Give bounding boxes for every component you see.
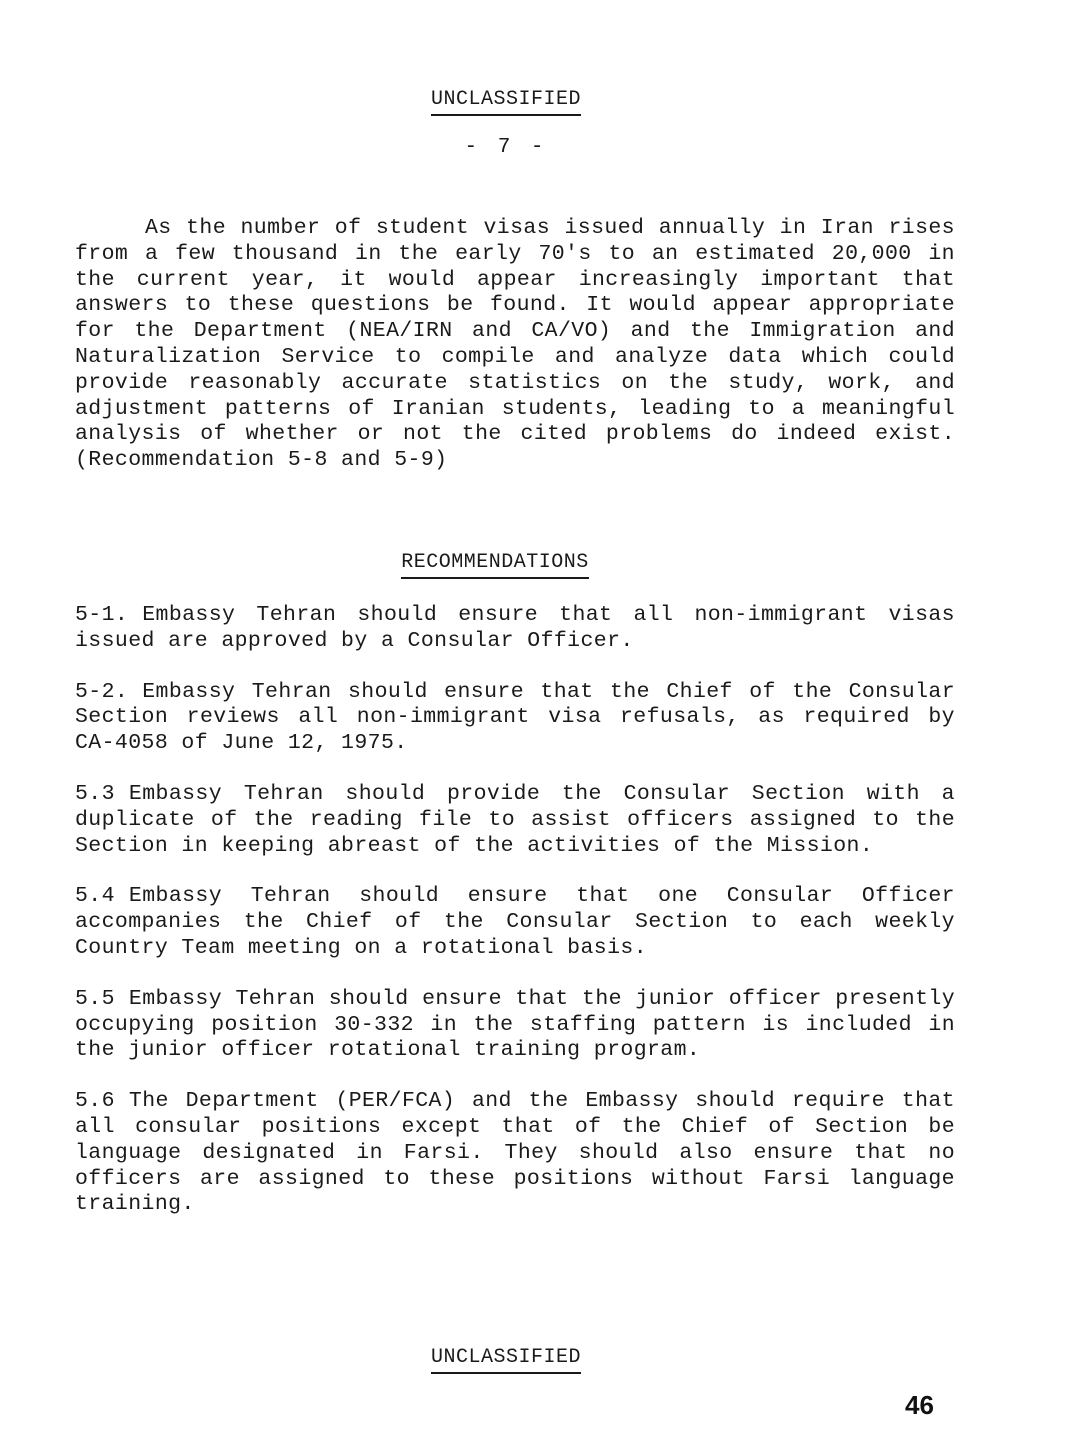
- classification-header-label: UNCLASSIFIED: [431, 88, 581, 116]
- intro-paragraph: [75, 216, 955, 474]
- intro-paragraph-text: As the number of student visas issued annually in Iran rises from a few thousand in the early 70's to an estimated 20,000 in the current year, it would appear increasingly important that answers to these questions be found. It would appear appropriate for the Department (NEA/IRN and CA/VO) and the Immigration and Naturalization Service to compile and analyze data which could provide reasonably accurate statistics on the study, work, and adjustment patterns of Iranian students, leading to a meaningful analysis of whether or not the cited problems do indeed exist. (Recommendation 5-8 and 5-9): [75, 216, 955, 473]
- recommendation-item: [75, 603, 955, 655]
- recommendation-item: [75, 1089, 955, 1218]
- recommendation-number: 5.3: [75, 781, 115, 806]
- recommendation-item: [75, 782, 955, 859]
- recommendation-text: Embassy Tehran should provide the Consular Section with a duplicate of the reading file to assist officers assigned to the Section in keeping abreast of the activities of the Mission.: [75, 781, 955, 858]
- recommendation-item: [75, 680, 955, 757]
- recommendation-text: The Department (PER/FCA) and the Embassy should require that all consular positions except that of the Chief of Section be language designated in Farsi. They should also ensure that no officers are assigned to these positions without Farsi language training.: [75, 1089, 955, 1217]
- recommendations-heading: [0, 551, 990, 574]
- recommendation-text: Embassy Tehran should ensure that one Consular Officer accompanies the Chief of the Consular Section to each weekly Country Team meeting on a rotational basis.: [75, 884, 955, 960]
- recommendation-number: 5-1.: [75, 603, 129, 627]
- recommendation-number: 5.5: [75, 986, 115, 1011]
- recommendation-number: 5-2.: [75, 679, 129, 704]
- recommendation-number: 5.6: [75, 1089, 115, 1114]
- recommendation-text: Embassy Tehran should ensure that the Chief of the Consular Section reviews all non-immigrant visa refusals, as required by CA-4058 of June 12, 1975.: [75, 679, 955, 756]
- recommendations-heading-label: RECOMMENDATIONS: [401, 551, 589, 579]
- recommendation-item: [75, 987, 955, 1064]
- document-page-number: 46: [905, 1390, 934, 1420]
- recommendation-text: Embassy Tehran should ensure that all non-immigrant visas issued are approved by a Consular Officer.: [75, 603, 955, 653]
- classification-footer: [0, 1346, 1012, 1369]
- recommendation-number: 5.4: [75, 884, 115, 909]
- recommendation-item: [75, 884, 955, 961]
- recommendation-text: Embassy Tehran should ensure that the junior officer presently occupying position 30-332 in the staffing pattern is included in the junior officer rotational training program.: [75, 986, 955, 1063]
- recommendations-list: [75, 603, 955, 1243]
- classification-footer-label: UNCLASSIFIED: [431, 1346, 581, 1374]
- page-marker: - 7 -: [464, 136, 548, 159]
- classification-header: [0, 88, 1012, 111]
